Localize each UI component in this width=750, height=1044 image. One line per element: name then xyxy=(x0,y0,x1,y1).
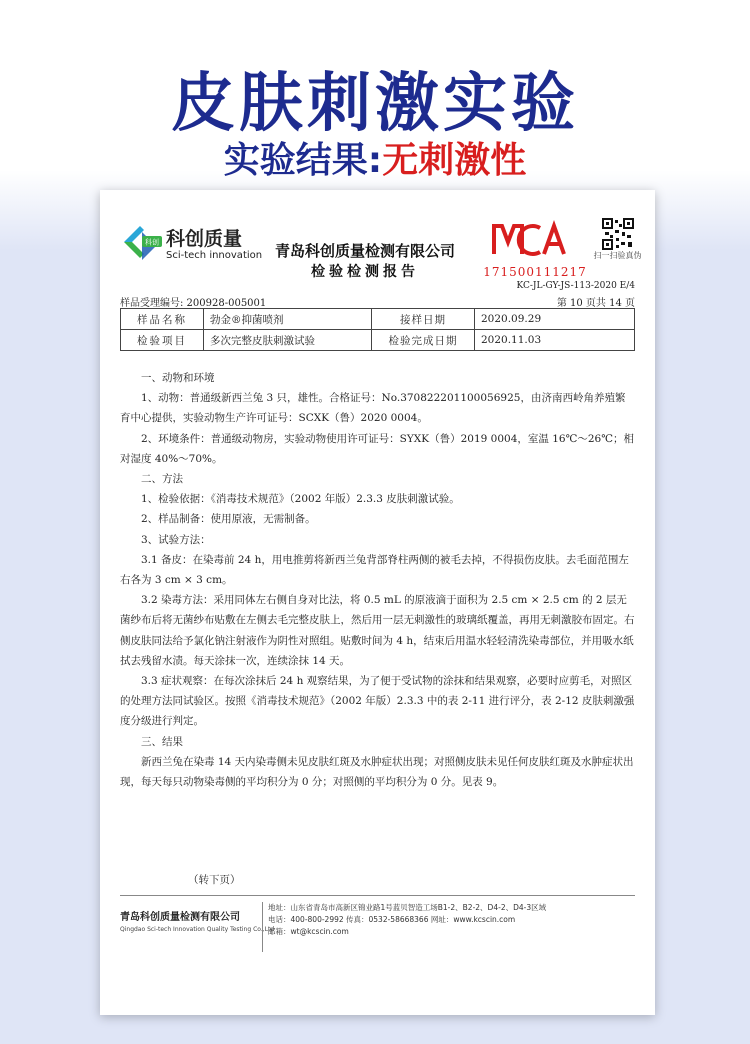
table-cell-value: 多次完整皮肤刺激试验 xyxy=(204,330,372,351)
footer-company-en: Qingdao Sci-tech Innovation Quality Testing Co.,Ltd xyxy=(120,926,275,933)
page-info: 第 10 页共 14 页 xyxy=(556,298,635,309)
table-row xyxy=(121,309,635,330)
footer-phone: 电话：400-800-2992 传真：0532-58668366 网址：www.kcscin.com xyxy=(268,915,516,924)
page-title: 皮肤刺激实验 xyxy=(171,67,579,141)
paragraph: 3.3 症状观察：在每次涂抹后 24 h 观察结果，为了便于受试物的涂抹和结果观察，必要时应剪毛，对照区的处理方法同试验区。按照《消毒技术规范》（2002 年版）2.3.3 中的表 2-11 进行评分，表 2-12 皮肤刺激强度分级进行判定。 xyxy=(120,675,635,728)
cma-number: 171500111217 xyxy=(483,265,587,279)
paragraph: 1、检验依据：《消毒技术规范》（2002 年版）2.3.3 皮肤刺激试验。 xyxy=(141,493,460,506)
table-row xyxy=(121,330,635,351)
report-body xyxy=(120,368,635,792)
paragraph: 新西兰兔在染毒 14 天内染毒侧未见皮肤红斑及水肿症状出现；对照侧皮肤未见任何皮肤红斑及水肿症状出现，每天每只动物染毒侧的平均积分为 0 分；对照侧的平均积分为 0 分。见表 9。 xyxy=(120,755,634,789)
subtitle-result: 无刺激性 xyxy=(382,140,527,181)
table-cell-value: 2020.11.03 xyxy=(475,330,635,351)
sample-info-table xyxy=(120,308,635,351)
table-cell-label: 接样日期 xyxy=(372,309,475,330)
company-logo xyxy=(120,220,263,275)
logo-text-cn: 科创质量 xyxy=(166,228,243,250)
paragraph: 2、样品制备：使用原液，无需制备。 xyxy=(141,513,316,526)
paragraph: 3.1 备皮：在染毒前 24 h，用电推剪将新西兰兔背部脊柱两侧的被毛去掉，不得损伤皮肤。去毛面范围左右各为 3 cm × 3 cm。 xyxy=(120,553,629,587)
logo-mark-icon xyxy=(120,220,164,264)
table-cell-value: 勃金®抑菌喷剂 xyxy=(204,309,372,330)
scan-verify-text: 扫一扫验真伪 xyxy=(593,251,642,260)
footer-email: 邮箱：wt@kcscin.com xyxy=(268,927,349,936)
cma-seal-icon xyxy=(488,218,570,262)
footer-separator xyxy=(262,902,263,952)
footer-divider xyxy=(120,895,635,896)
report-title: 检验检测报告 xyxy=(311,264,419,280)
document-code: KC-JL-GY-JS-113-2020 E/4 xyxy=(516,281,635,291)
paragraph: 1、动物：普通级新西兰兔 3 只，雄性。合格证号：No.37082220110005692​5，由济南西岭角养殖繁育中心提供，实验动物生产许可证号：SCXK（鲁）2020 0004。 xyxy=(120,392,626,425)
table-cell-label: 样品名称 xyxy=(121,309,204,330)
table-cell-label: 检验项目 xyxy=(121,330,204,351)
subtitle-prefix: 实验结果: xyxy=(223,140,383,181)
logo-text-en: Sci-tech innovation xyxy=(166,250,263,261)
company-name: 青岛科创质量检测有限公司 xyxy=(274,242,455,260)
paragraph: 3、试验方法： xyxy=(141,533,211,546)
paragraph: 3.2 染毒方法：采用同体左右侧自身对比法，将 0.5 mL 的原液滴于面积为 2.5 cm × 2.5 cm 的 2 层无菌纱布后将无菌纱布贴敷在左侧去毛完整皮肤上，然后用一层无刺激性的玻璃纸覆盖，再用无刺激胶布固定。右侧皮肤同法给予氯化钠注射液作为阴性对照组。贴敷时间为 4 h，结束后用温水轻轻清洗染毒部位，并用吸水纸拭去残留水渍。每天涂抹一次，连续涂抹 14 天。 xyxy=(120,594,635,667)
footer-company-cn: 青岛科创质量检测有限公司 xyxy=(120,912,240,923)
report-document xyxy=(100,190,655,1015)
section-heading: 二、方法 xyxy=(141,473,183,486)
paragraph: 2、环境条件：普通级动物房，实验动物使用许可证号：SYXK（鲁）2019 0004，室温 16℃～26℃；相对湿度 40%～70%。 xyxy=(120,432,634,465)
logo-badge: 科创 xyxy=(145,238,159,247)
sample-number: 样品受理编号: 200928-005001 xyxy=(120,298,267,309)
footer-address: 地址：山东省青岛市高新区锦业路1号蓝贝智造工场B1-2、B2-2、D4-2、D4-3区域 xyxy=(268,903,547,912)
table-cell-value: 2020.09.29 xyxy=(475,309,635,330)
footer-contact xyxy=(268,902,546,938)
section-heading: 一、动物和环境 xyxy=(141,372,215,384)
page-subtitle xyxy=(0,132,750,183)
table-cell-label: 检验完成日期 xyxy=(372,330,475,351)
continued-note: （转下页） xyxy=(188,874,241,886)
qr-code-icon[interactable] xyxy=(602,218,634,250)
section-heading: 三、结果 xyxy=(141,735,183,748)
